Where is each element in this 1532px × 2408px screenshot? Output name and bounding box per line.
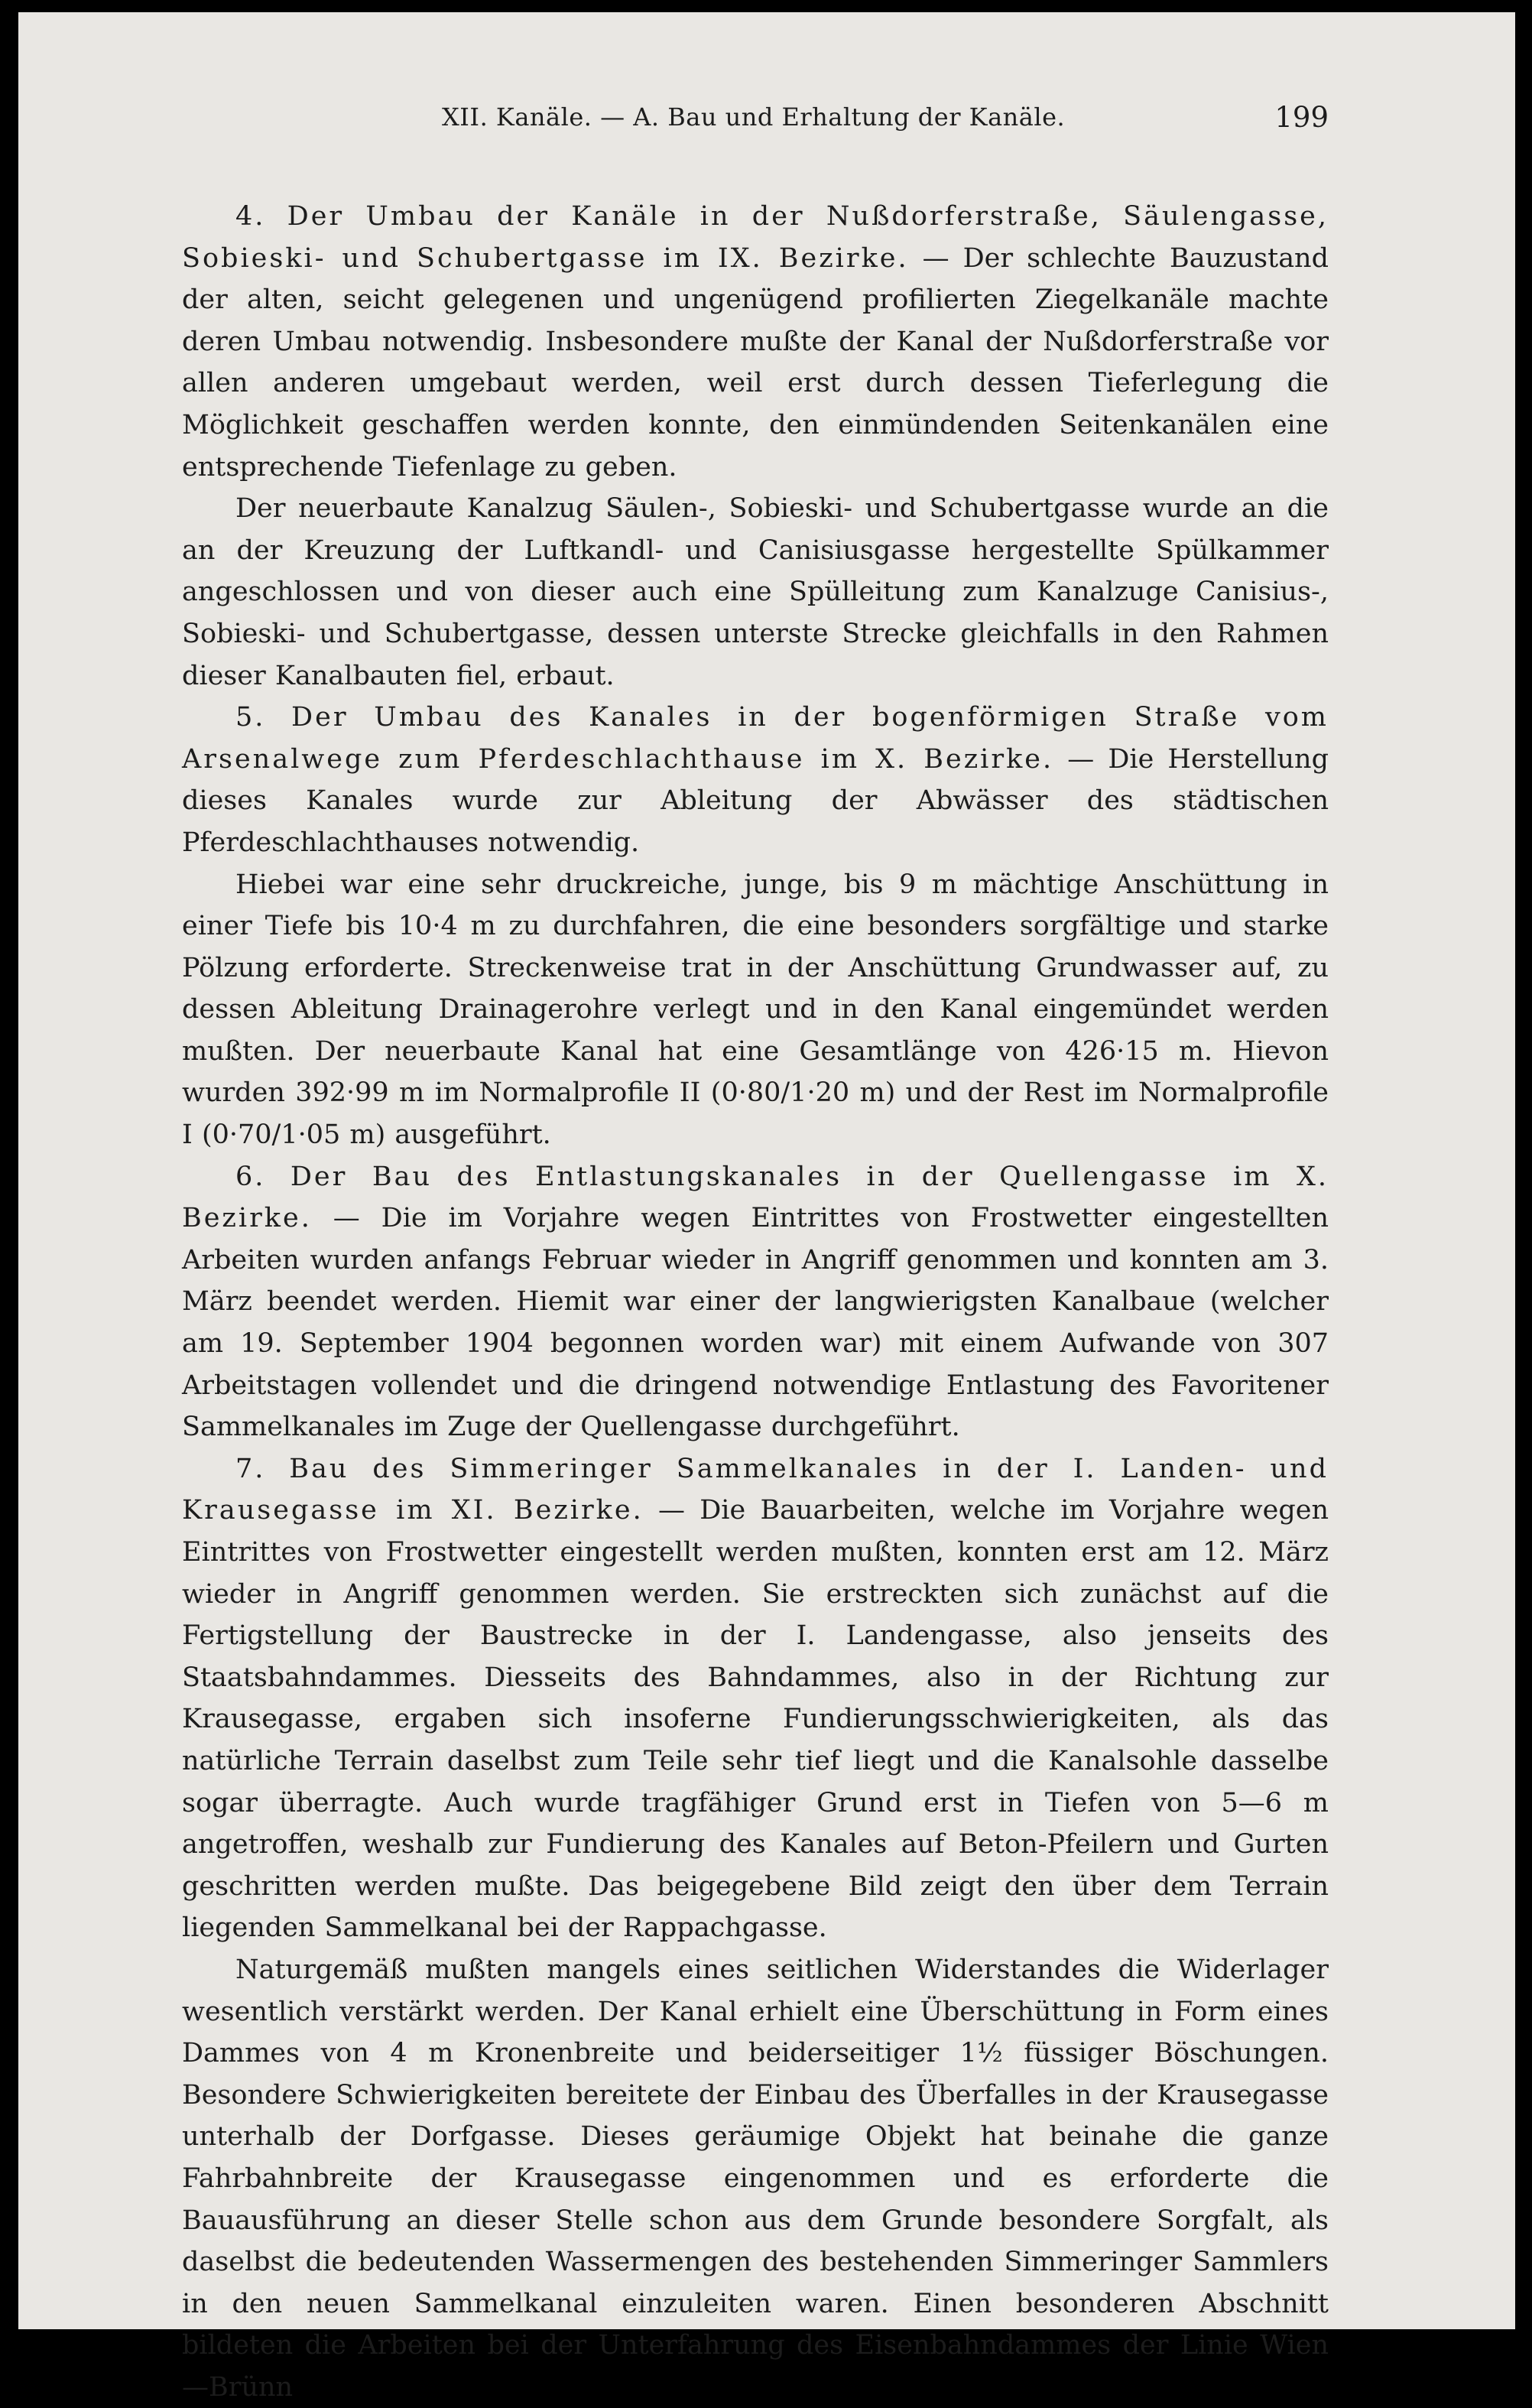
section-heading: 4. Der Umbau der Kanäle in der Nußdorferstraße, Säulengasse, Sobieski- und Schubertgasse im IX. Bezirke. [182, 201, 1329, 274]
paragraph [182, 488, 1329, 697]
paragraph-section-4 [182, 196, 1329, 488]
paragraph-section-5 [182, 697, 1329, 863]
paragraph-text: Naturgemäß mußten mangels eines seitlichen Widerstandes die Widerlager wesentlich verstärkt werden. Der Kanal erhielt eine Überschüttung in Form eines Dammes von 4 m Kronenbreite und beiderseitiger 1½ füssiger Böschungen. Besondere Schwierigkeiten bereitete der Einbau des Überfalles in der Krausegasse unterhalb der Dorfgasse. Dieses geräumige Objekt hat beinahe die ganze Fahrbahnbreite der Krausegasse eingenommen und es erforderte die Bauausführung an dieser Stelle schon aus dem Grunde besondere Sorgfalt, als daselbst die bedeutenden Wassermengen des bestehenden Simmeringer Sammlers in den neuen Sammelkanal einzuleiten waren. Einen besonderen Abschnitt bildeten die Arbeiten bei der Unterfahrung des Eisenbahndammes der Linie Wien—Brünn [182, 1954, 1329, 2403]
body-text [182, 196, 1329, 2408]
paragraph-section-7 [182, 1448, 1329, 1949]
section-heading: 6. Der Bau des Entlastungskanales in der Quellengasse im X. Bezirke. [182, 1161, 1329, 1234]
book-page [18, 12, 1515, 2403]
paragraph [182, 1949, 1329, 2408]
paragraph-text: — Die im Vorjahre wegen Eintrittes von Frostwetter eingestellten Arbeiten wurden anfangs Februar wieder in Angriff genommen und konnten am 3. März beendet werden. Hiemit war einer der langwierigsten Kanalbaue (welcher am 19. September 1904 begonnen worden war) mit einem Aufwande von 307 Arbeitstagen vollendet und die dringend notwendige Entlastung des Favoritener Sammelkanales im Zuge der Quellengasse durchgeführt. [182, 1203, 1329, 1443]
paragraph-text: — Die Bauarbeiten, welche im Vorjahre wegen Eintrittes von Frostwetter eingestellt werden mußten, konnten erst am 12. März wieder in Angriff genommen werden. Sie erstreckten sich zunächst auf die Fertigstellung der Baustrecke in der I. Landengasse, also jenseits des Staatsbahndammes. Diesseits des Bahndammes, also in der Richtung zur Krausegasse, ergaben sich insoferne Fundierungsschwierigkeiten, als das natürliche Terrain daselbst zum Teile sehr tief liegt und die Kanalsohle dasselbe sogar überragte. Auch wurde tragfähiger Grund erst in Tiefen von 5—6 m angetroffen, weshalb zur Fundierung des Kanales auf Beton-Pfeilern und Gurten geschritten werden mußte. Das beigegebene Bild zeigt den über dem Terrain liegenden Sammelkanal bei der Rappachgasse. [182, 1495, 1329, 1944]
paragraph-text: — Der schlechte Bauzustand der alten, seicht gelegenen und ungenügend profilierten Ziegelkanäle machte deren Umbau notwendig. Insbesondere mußte der Kanal der Nußdorferstraße vor allen anderen umgebaut werden, weil erst durch dessen Tieferlegung die Möglichkeit geschaffen werden konnte, den einmündenden Seitenkanälen eine entsprechende Tiefenlage zu geben. [182, 242, 1329, 483]
paragraph-text: — Die Herstellung dieses Kanales wurde zur Ableitung der Abwässer des städtischen Pferdeschlachthauses notwendig. [182, 743, 1329, 858]
paragraph-text: Hiebei war eine sehr druckreiche, junge, bis 9 m mächtige Anschüttung in einer Tiefe bis 10·4 m zu durchfahren, die eine besonders sorgfältige und starke Pölzung erforderte. Streckenweise trat in der Anschüttung Grundwasser auf, zu dessen Ableitung Drainagerohre verlegt und in den Kanal eingemündet werden mußten. Der neuerbaute Kanal hat eine Gesamtlänge von 426·15 m. Hievon wurden 392·99 m im Normalprofile II (0·80/1·20 m) und der Rest im Normalprofile I (0·70/1·05 m) ausgeführt. [182, 869, 1329, 1151]
page-header [182, 98, 1329, 144]
paragraph-text: Der neuerbaute Kanalzug Säulen-, Sobieski- und Schubertgasse wurde an die an der Kreuzung der Luftkandl- und Canisiusgasse hergestellte Spülkammer angeschlossen und von dieser auch eine Spülleitung zum Kanalzuge Canisius-, Sobieski- und Schubertgasse, dessen unterste Strecke gleichfalls in den Rahmen dieser Kanalbauten fiel, erbaut. [182, 493, 1329, 691]
section-heading: 5. Der Umbau des Kanales in der bogenförmigen Straße vom Arsenalwege zum Pferdeschlachthause im X. Bezirke. [182, 702, 1329, 775]
page-number: 199 [1274, 101, 1329, 134]
section-heading: 7. Bau des Simmeringer Sammelkanales in der I. Landen- und Krausegasse im XI. Bezirke. [182, 1453, 1329, 1526]
paragraph [182, 864, 1329, 1156]
running-title: XII. Kanäle. — A. Bau und Erhaltung der Kanäle. [442, 102, 1066, 132]
paragraph-section-6 [182, 1156, 1329, 1448]
